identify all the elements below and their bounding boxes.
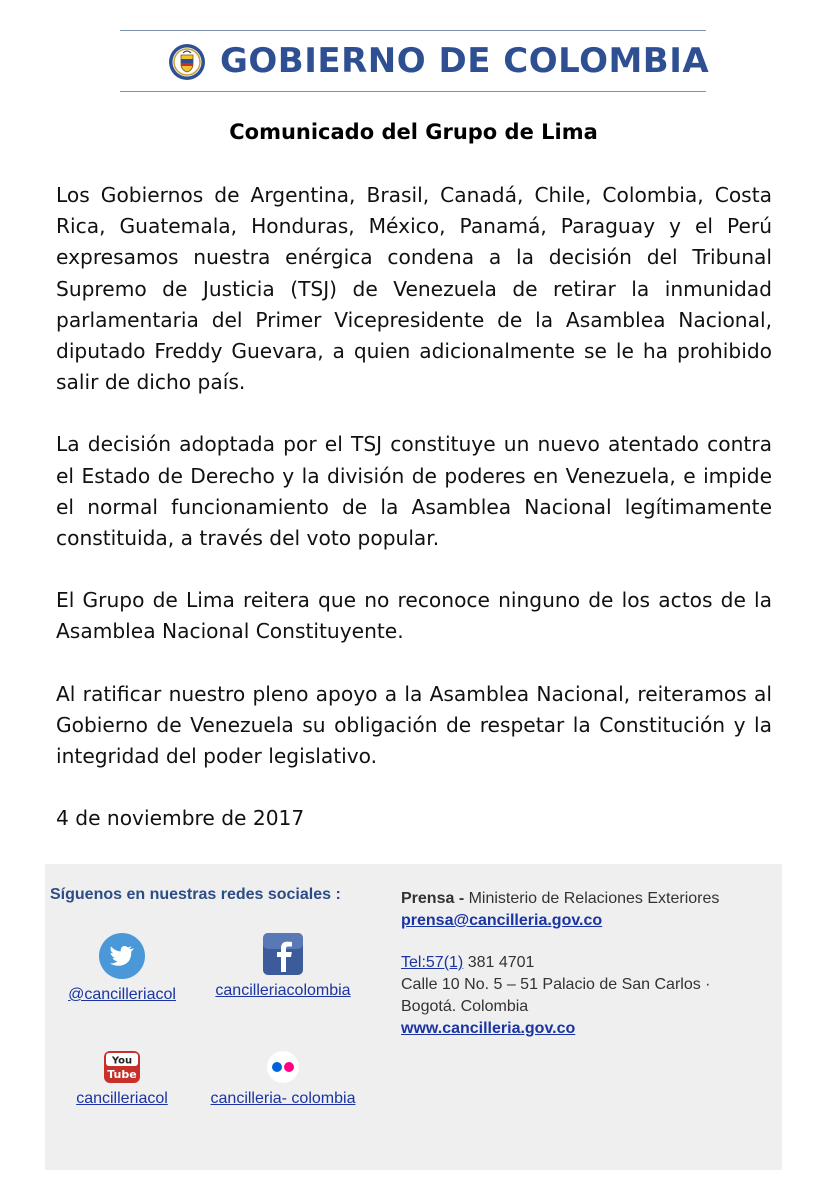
flickr-link-group[interactable]: [203, 1050, 363, 1108]
svg-text:Tube: Tube: [107, 1068, 137, 1081]
facebook-icon[interactable]: [262, 932, 304, 976]
press-line: [401, 888, 719, 910]
paragraph: Al ratificar nuestro pleno apoyo a la Asamblea Nacional, reiteramos al Gobierno de Venezuela su obligación de respetar la Constitución y la integridad del poder legislativo.: [56, 681, 772, 769]
paragraph: El Grupo de Lima reitera que no reconoce ninguno de los actos de la Asamblea Nacional Constituyente.: [56, 588, 772, 644]
press-label: Prensa -: [401, 890, 465, 907]
facebook-handle[interactable]: cancilleriacolombia: [215, 982, 351, 999]
twitter-icon[interactable]: [98, 932, 146, 980]
document-body: [56, 180, 772, 865]
paragraph: La decisión adoptada por el TSJ constituye un nuevo atentado contra el Estado de Derecho y la división de poderes en Venezuela, e impide el normal funcionamiento de la Asamblea Nacional legítimamente constituida, a través del voto popular.: [56, 432, 772, 551]
contact-info: [401, 888, 719, 1040]
flickr-icon[interactable]: [264, 1050, 302, 1084]
youtube-handle[interactable]: cancilleriacol: [76, 1090, 168, 1107]
government-header: [120, 30, 710, 92]
colombia-coat-of-arms-icon: [168, 43, 206, 81]
government-title: GOBIERNO DE COLOMBIA: [220, 41, 710, 81]
document-title: Comunicado del Grupo de Lima: [229, 120, 598, 144]
social-title: Síguenos en nuestras redes sociales :: [50, 886, 341, 903]
press-email-link[interactable]: prensa@cancilleria.gov.co: [401, 912, 603, 929]
twitter-link-group[interactable]: [57, 932, 187, 1004]
address-line-1: Calle 10 No. 5 – 51 Palacio de San Carlos ·: [401, 976, 711, 993]
contact-footer: [45, 864, 782, 1170]
youtube-link-group[interactable]: [57, 1050, 187, 1108]
header-top-rule: [120, 30, 706, 31]
twitter-handle[interactable]: @cancilleriacol: [68, 986, 176, 1003]
paragraph: Los Gobiernos de Argentina, Brasil, Canadá, Chile, Colombia, Costa Rica, Guatemala, Honduras, México, Panamá, Paraguay y el Perú expresamos nuestra enérgica condena a la decisión del Tribunal Supremo de Justicia (TSJ) de Venezuela de retirar la inmunidad parlamentaria del Primer Vicepresidente de la Asamblea Nacional, diputado Freddy Guevara, a quien adicionalmente se le ha prohibido salir de dicho país.: [56, 183, 772, 395]
svg-text:You: You: [111, 1055, 133, 1067]
facebook-link-group[interactable]: [203, 932, 363, 1000]
ministry-name: Ministerio de Relaciones Exteriores: [468, 890, 720, 907]
phone-number: 381 4701: [467, 954, 535, 971]
address-line-2: Bogotá. Colombia: [401, 998, 529, 1015]
phone-link[interactable]: Tel:57(1): [401, 954, 464, 971]
youtube-icon[interactable]: [103, 1050, 141, 1084]
website-link[interactable]: www.cancilleria.gov.co: [401, 1020, 576, 1037]
header-bottom-rule: [120, 91, 706, 92]
phone-line: [401, 952, 719, 974]
flickr-handle[interactable]: cancilleria- colombia: [210, 1090, 356, 1107]
document-date: 4 de noviembre de 2017: [56, 806, 305, 831]
